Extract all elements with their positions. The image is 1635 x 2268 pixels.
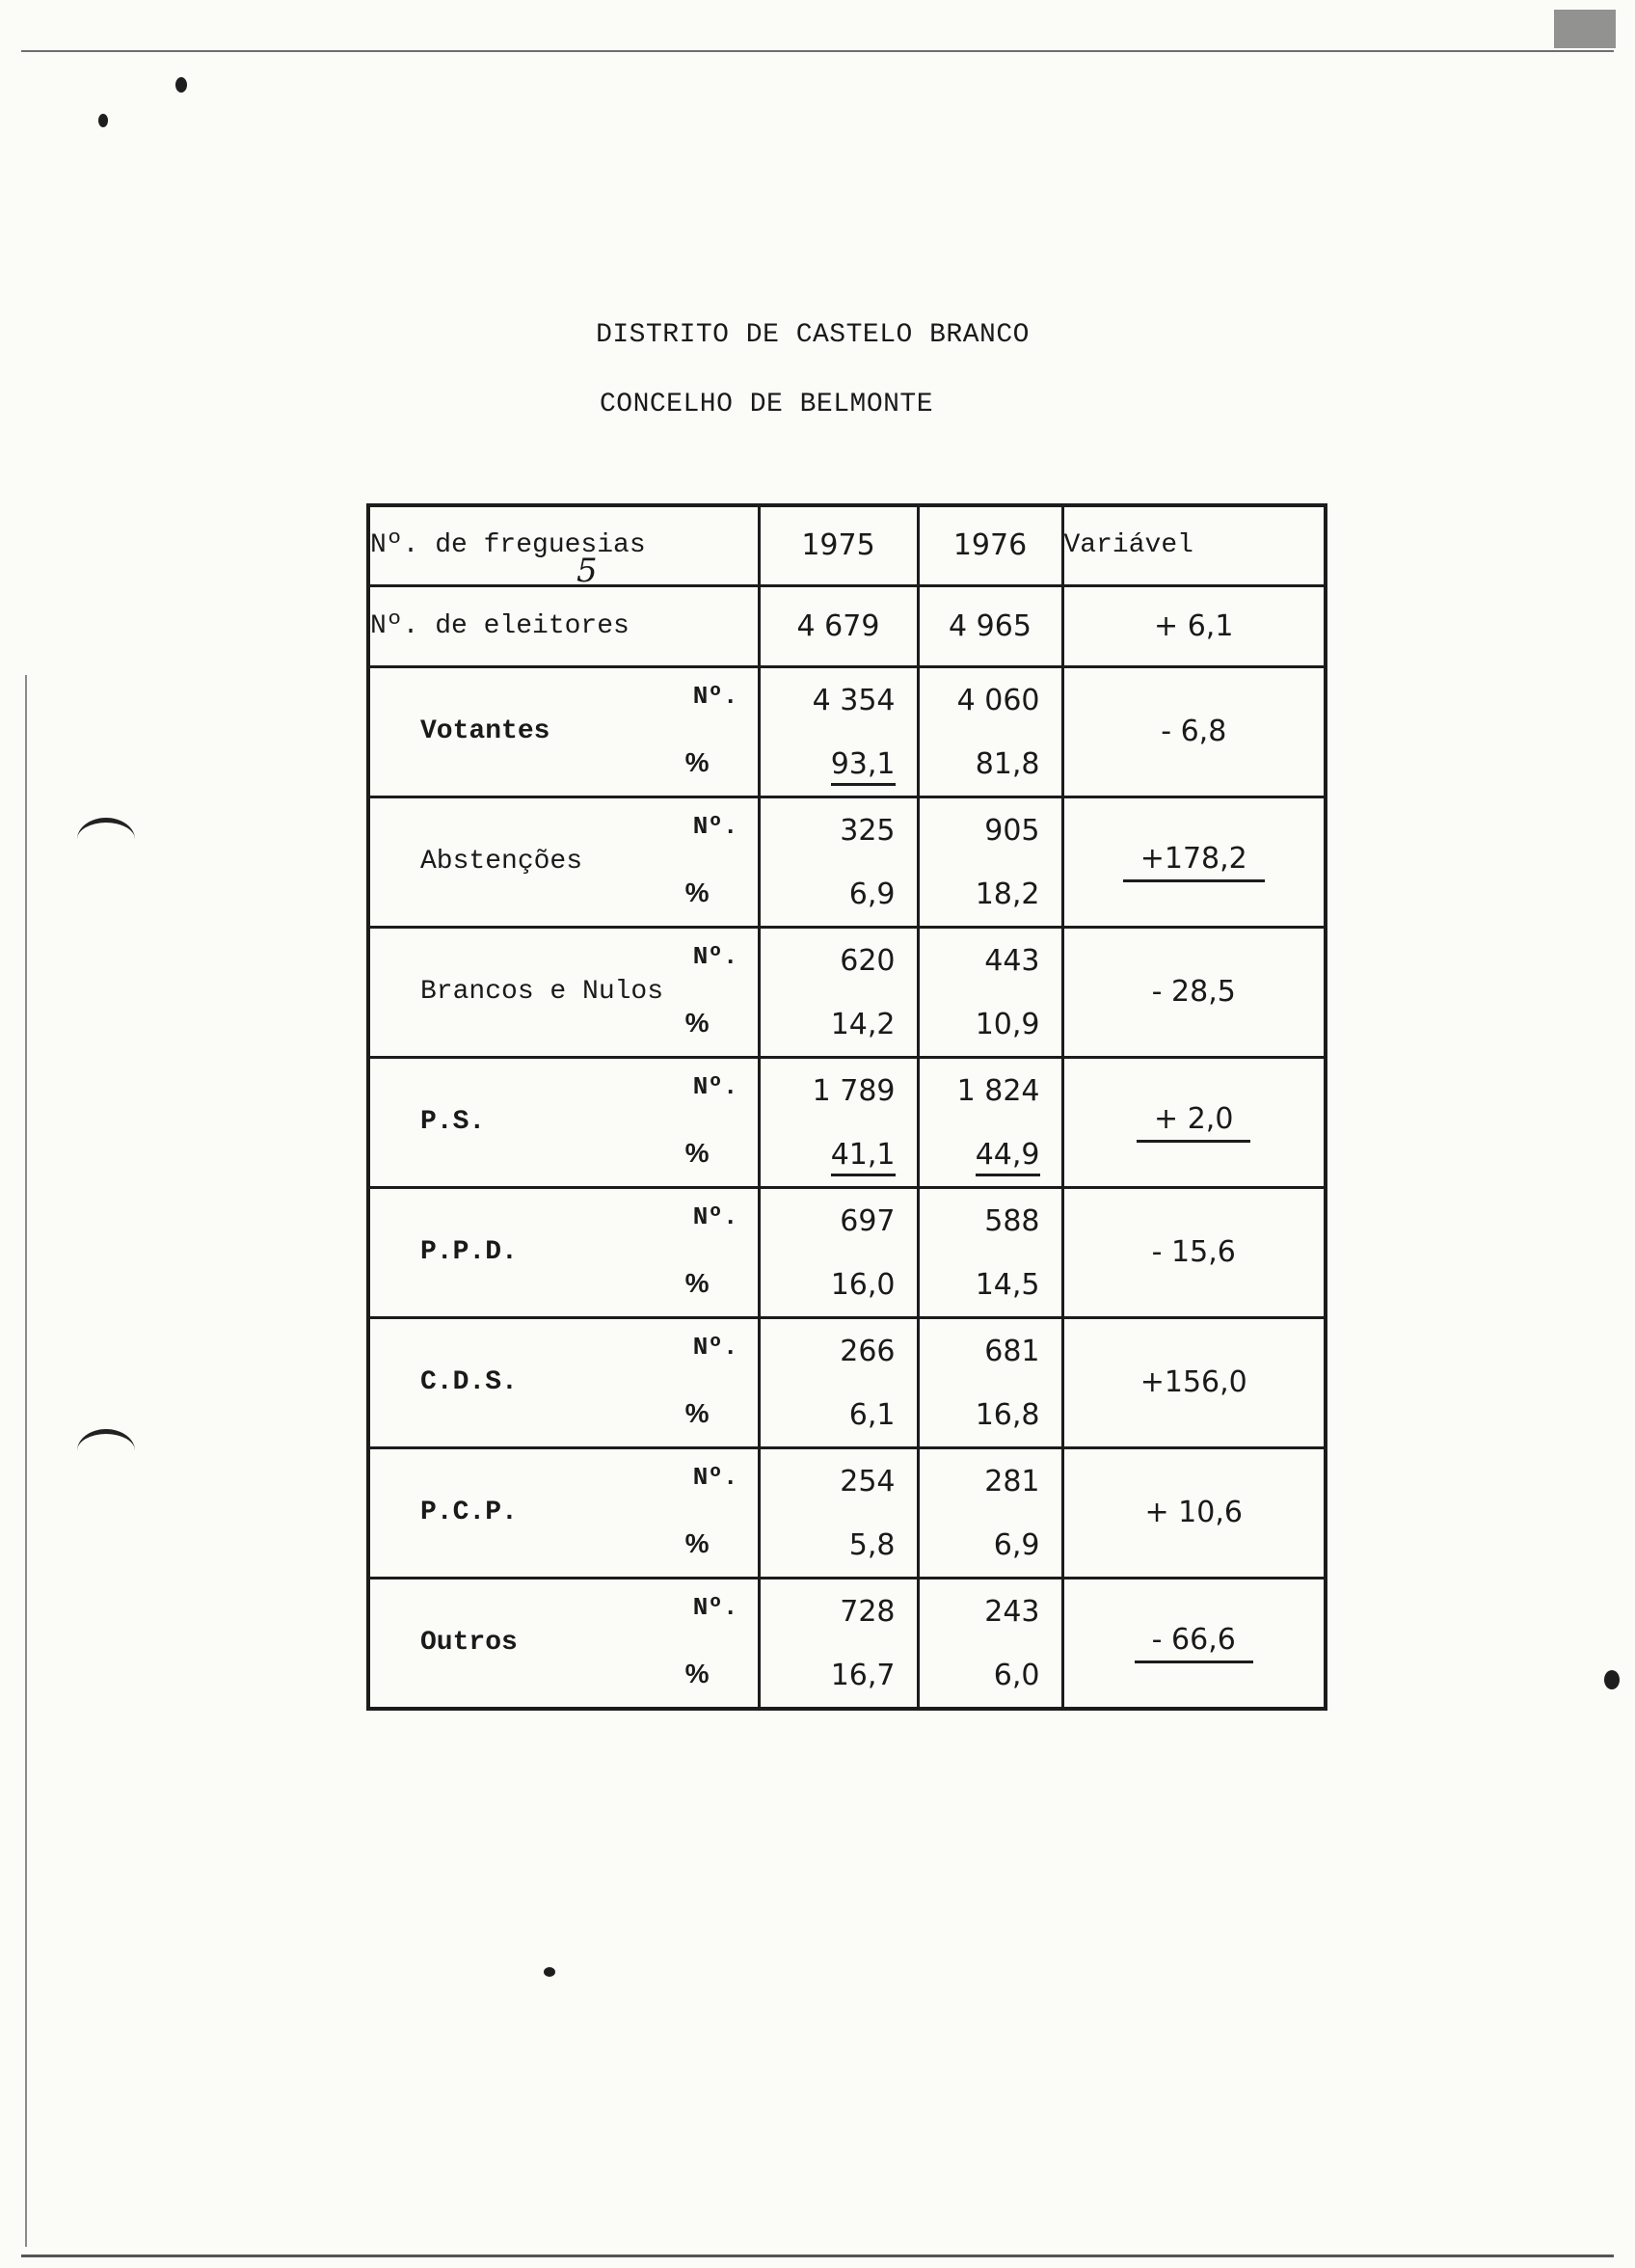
cell-percent-1976: 44,9 <box>976 1138 1040 1176</box>
ink-blot <box>544 1967 555 1977</box>
percent-label: % <box>684 746 710 777</box>
row-label: Nº. de eleitores <box>368 585 759 666</box>
table-row <box>368 666 1326 796</box>
cell-number-1976: 1 824 <box>956 1073 1040 1108</box>
cell-percent-1975: 16,7 <box>830 1658 896 1692</box>
document-subtitle: CONCELHO DE BELMONTE <box>599 390 934 419</box>
punch-hole-mark <box>77 1429 135 1472</box>
table-row <box>368 1447 1326 1578</box>
cell-percent-1976: 6,9 <box>993 1527 1040 1562</box>
row-label: Votantes <box>420 716 550 746</box>
table-row <box>368 585 1326 666</box>
cell-number-1975: 325 <box>840 813 896 848</box>
cell-1976: 4 965 <box>918 585 1062 666</box>
cell-number-1975: 697 <box>840 1203 896 1238</box>
cell-number-1975: 266 <box>840 1334 896 1368</box>
table-row <box>368 927 1326 1057</box>
cell-percent-1975: 5,8 <box>848 1527 896 1562</box>
cell-number-1976: 243 <box>984 1594 1040 1629</box>
cell-number-1975: 1 789 <box>812 1073 896 1108</box>
ink-blot <box>175 77 187 93</box>
cell-number-1976: 281 <box>984 1464 1040 1498</box>
percent-label: % <box>684 1397 710 1428</box>
cell-number-1975: 4 354 <box>812 683 896 717</box>
cell-percent-1976: 10,9 <box>975 1007 1040 1041</box>
percent-label: % <box>684 877 710 907</box>
cell-percent-1975: 93,1 <box>831 747 896 786</box>
table-row <box>368 1317 1326 1447</box>
table-row <box>368 1578 1326 1709</box>
cell-1975: 4 679 <box>759 585 918 666</box>
number-label: Nº. <box>692 811 738 841</box>
cell-variation: + 2,0 <box>1137 1102 1250 1143</box>
page-left-edge <box>25 675 27 2247</box>
percent-label: % <box>684 1267 710 1298</box>
percent-label: % <box>684 1658 710 1688</box>
cell-number-1976: 905 <box>984 813 1040 848</box>
document-title: DISTRITO DE CASTELO BRANCO <box>596 320 1030 350</box>
table-header-row <box>368 505 1326 585</box>
number-label: Nº. <box>692 1332 738 1362</box>
header-variation: Variável <box>1062 505 1326 585</box>
cell-variation: - 6,8 <box>1161 715 1227 748</box>
percent-label: % <box>684 1527 710 1558</box>
cell-variation: - 66,6 <box>1135 1623 1253 1663</box>
table-row <box>368 796 1326 927</box>
handwritten-parish-count: 5 <box>576 552 598 590</box>
row-label: Outros <box>420 1627 518 1658</box>
cell-percent-1975: 6,9 <box>848 877 896 911</box>
percent-label: % <box>684 1007 710 1038</box>
ink-blot <box>1604 1670 1620 1689</box>
row-label: P.P.D. <box>420 1236 518 1267</box>
row-label: P.C.P. <box>420 1497 518 1527</box>
number-label: Nº. <box>692 1071 738 1101</box>
page-bottom-edge <box>21 2254 1614 2257</box>
scan-corner-smudge <box>1554 10 1616 48</box>
cell-variation: - 28,5 <box>1151 975 1236 1009</box>
row-label: P.S. <box>420 1106 486 1137</box>
cell-variation: + 6,1 <box>1062 585 1326 666</box>
header-year-1975: 1975 <box>759 505 918 585</box>
ink-blot <box>98 114 108 127</box>
row-label: Abstenções <box>420 846 583 877</box>
cell-percent-1976: 18,2 <box>975 877 1040 911</box>
row-label: Brancos e Nulos <box>420 976 664 1007</box>
cell-number-1975: 728 <box>840 1594 896 1629</box>
cell-variation: +178,2 <box>1123 842 1265 882</box>
cell-percent-1975: 14,2 <box>830 1007 896 1041</box>
cell-percent-1975: 16,0 <box>830 1267 896 1302</box>
header-year-1976: 1976 <box>918 505 1062 585</box>
number-label: Nº. <box>692 681 738 711</box>
punch-hole-mark <box>77 818 135 861</box>
cell-percent-1975: 6,1 <box>848 1397 896 1432</box>
cell-number-1975: 254 <box>840 1464 896 1498</box>
number-label: Nº. <box>692 1592 738 1622</box>
cell-number-1976: 4 060 <box>956 683 1040 717</box>
table-row <box>368 1187 1326 1317</box>
cell-variation: +156,0 <box>1139 1365 1247 1399</box>
cell-percent-1975: 41,1 <box>831 1138 896 1176</box>
number-label: Nº. <box>692 1202 738 1231</box>
number-label: Nº. <box>692 1462 738 1492</box>
number-label: Nº. <box>692 941 738 971</box>
header-parishes-label: Nº. de freguesias <box>368 505 759 585</box>
cell-variation: + 10,6 <box>1144 1496 1243 1529</box>
election-results-table <box>366 503 1327 1711</box>
cell-number-1976: 588 <box>984 1203 1040 1238</box>
cell-number-1975: 620 <box>840 943 896 978</box>
percent-label: % <box>684 1137 710 1168</box>
cell-number-1976: 443 <box>984 943 1040 978</box>
cell-variation: - 15,6 <box>1151 1235 1236 1269</box>
cell-percent-1976: 81,8 <box>975 746 1040 781</box>
cell-percent-1976: 6,0 <box>993 1658 1040 1692</box>
cell-percent-1976: 16,8 <box>975 1397 1040 1432</box>
row-label: C.D.S. <box>420 1366 518 1397</box>
cell-number-1976: 681 <box>984 1334 1040 1368</box>
cell-percent-1976: 14,5 <box>975 1267 1040 1302</box>
page-top-edge <box>21 50 1614 52</box>
table-row <box>368 1057 1326 1187</box>
